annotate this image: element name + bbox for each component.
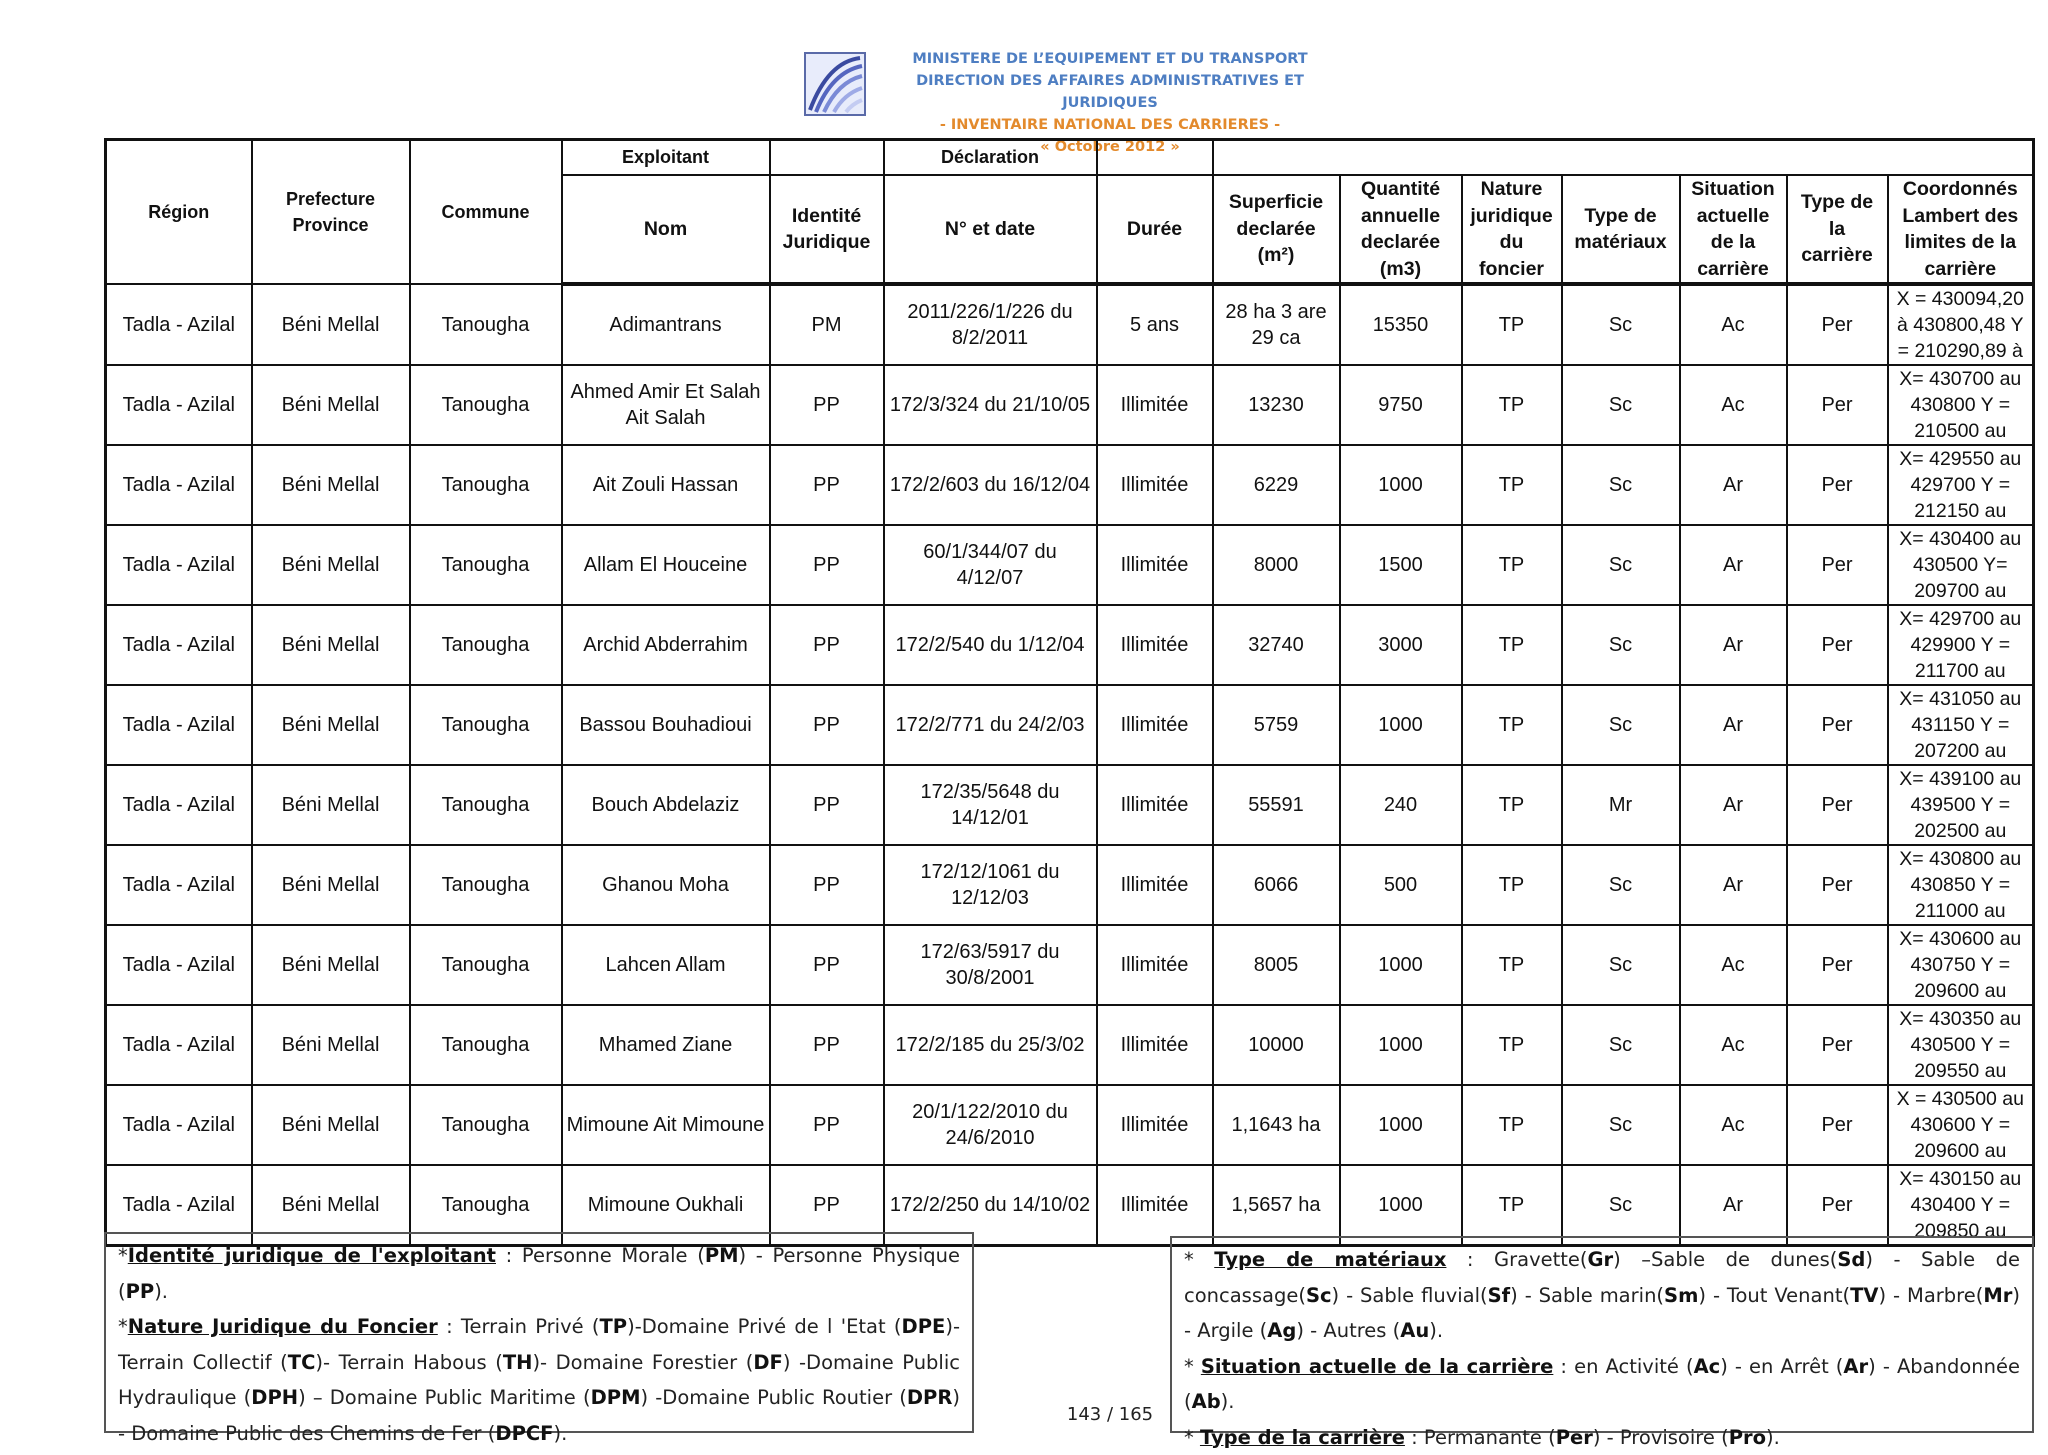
legend-text: : Terrain Privé ( — [438, 1315, 600, 1338]
legend-text: )- Terrain Collectif ( — [118, 1315, 960, 1374]
legend-text: ). — [1221, 1390, 1235, 1413]
cell-type-materiaux: Sc — [1562, 1005, 1680, 1085]
legend-type-carriere-items — [1405, 1426, 1780, 1449]
cell-duree: Illimitée — [1097, 925, 1213, 1005]
table-row — [106, 845, 2034, 925]
legend-right — [1170, 1236, 2034, 1433]
legend-text: ) - Sable de concassage( — [1184, 1248, 2020, 1307]
cell-numero: 172/12/1061 du 12/12/03 — [884, 845, 1097, 925]
cell-type-materiaux: Sc — [1562, 1165, 1680, 1246]
cell-commune: Tanougha — [410, 525, 562, 605]
cell-superficie: 32740 — [1213, 605, 1340, 685]
cell-region: Tadla - Azilal — [106, 525, 252, 605]
cell-superficie: 6066 — [1213, 845, 1340, 925]
legend-text: ) - Argile ( — [1184, 1284, 2020, 1343]
cell-type-carriere: Per — [1787, 525, 1888, 605]
cell-nature: TP — [1462, 925, 1562, 1005]
cell-type-carriere: Per — [1787, 765, 1888, 845]
cell-nom: Ait Zouli Hassan — [562, 445, 770, 525]
cell-type-materiaux: Sc — [1562, 605, 1680, 685]
legend-text: )- Terrain Habous ( — [315, 1351, 502, 1374]
cell-nature: TP — [1462, 845, 1562, 925]
cell-numero: 172/2/771 du 24/2/03 — [884, 685, 1097, 765]
cell-numero: 172/63/5917 du 30/8/2001 — [884, 925, 1097, 1005]
cell-commune: Tanougha — [410, 765, 562, 845]
cell-duree: Illimitée — [1097, 525, 1213, 605]
cell-nom: Allam El Houceine — [562, 525, 770, 605]
legend-abbr: PP — [126, 1280, 155, 1303]
cell-superficie: 1,1643 ha — [1213, 1085, 1340, 1165]
legend-text: ). — [154, 1280, 168, 1303]
cell-identite: PP — [770, 525, 884, 605]
cell-superficie: 28 ha 3 are 29 ca — [1213, 284, 1340, 365]
header-situation: Situation actuelle de la carrière — [1680, 175, 1787, 284]
cell-quantite: 1000 — [1340, 925, 1462, 1005]
cell-coordonnees — [1888, 1165, 2034, 1246]
cell-region: Tadla - Azilal — [106, 845, 252, 925]
cell-type-materiaux: Sc — [1562, 925, 1680, 1005]
legend-abbr: Sf — [1488, 1284, 1511, 1307]
cell-commune: Tanougha — [410, 365, 562, 445]
legend-text: ) –Sable de dunes( — [1613, 1248, 1837, 1271]
legend-text: ) -Domaine Public Routier ( — [640, 1386, 906, 1409]
cell-type-carriere: Per — [1787, 365, 1888, 445]
header-duree: Durée — [1097, 175, 1213, 284]
cell-identite: PP — [770, 925, 884, 1005]
legend-abbr: TV — [1850, 1284, 1878, 1307]
cell-nom: Mimoune Ait Mimoune — [562, 1085, 770, 1165]
legend-text: ) - Abandonnée ( — [1184, 1355, 2020, 1414]
legend-abbr: Mr — [1983, 1284, 2012, 1307]
cell-nom: Mimoune Oukhali — [562, 1165, 770, 1246]
table-row — [106, 765, 2034, 845]
cell-nom: Archid Abderrahim — [562, 605, 770, 685]
cell-nom: Ahmed Amir Et Salah Ait Salah — [562, 365, 770, 445]
cell-region: Tadla - Azilal — [106, 445, 252, 525]
cell-nom: Mhamed Ziane — [562, 1005, 770, 1085]
cell-region: Tadla - Azilal — [106, 1005, 252, 1085]
legend-text: ) - Autres ( — [1296, 1319, 1400, 1342]
cell-region: Tadla - Azilal — [106, 925, 252, 1005]
legend-text: ) – Domaine Public Maritime ( — [298, 1386, 591, 1409]
legend-text: : Personne Morale ( — [496, 1244, 705, 1267]
legend-abbr: Ag — [1267, 1319, 1296, 1342]
cell-type-carriere: Per — [1787, 605, 1888, 685]
cell-numero: 172/35/5648 du 14/12/01 — [884, 765, 1097, 845]
legend-text: ) - Domaine Public des Chemins de Fer ( — [118, 1386, 960, 1445]
cell-prefecture: Béni Mellal — [252, 765, 410, 845]
header-direction: DIRECTION DES AFFAIRES ADMINISTRATIVES ET JURIDIQUES — [880, 70, 1340, 114]
cell-nature: TP — [1462, 445, 1562, 525]
legend-abbr: Sd — [1837, 1248, 1865, 1271]
cell-superficie: 8005 — [1213, 925, 1340, 1005]
cell-identite: PP — [770, 1165, 884, 1246]
legend-text: : en Activité ( — [1553, 1355, 1693, 1378]
cell-quantite: 9750 — [1340, 365, 1462, 445]
header-commune: Commune — [410, 140, 562, 285]
legend-abbr: TH — [503, 1351, 533, 1374]
legend-text: ) - Personne Physique ( — [118, 1244, 960, 1303]
legend-situation-label: Situation actuelle de la carrière — [1201, 1355, 1554, 1378]
cell-nom: Bouch Abdelaziz — [562, 765, 770, 845]
cell-nature: TP — [1462, 685, 1562, 765]
legend-text: ) - en Arrêt ( — [1720, 1355, 1843, 1378]
cell-coordonnees — [1888, 925, 2034, 1005]
table-row — [106, 1005, 2034, 1085]
cell-superficie: 1,5657 ha — [1213, 1165, 1340, 1246]
coord-text: X= 429700 au 429900 Y = 211700 au — [1892, 606, 2030, 684]
cell-superficie: 5759 — [1213, 685, 1340, 765]
legend-abbr: Ac — [1694, 1355, 1721, 1378]
cell-nature: TP — [1462, 1165, 1562, 1246]
cell-numero: 60/1/344/07 du 4/12/07 — [884, 525, 1097, 605]
table-row — [106, 685, 2034, 765]
cell-nature: TP — [1462, 765, 1562, 845]
cell-identite: PP — [770, 685, 884, 765]
page-number: 143 / 165 — [1000, 1404, 1220, 1425]
coord-text: X= 430150 au 430400 Y = 209850 au — [1892, 1166, 2030, 1244]
header-nature: Nature juridique du foncier — [1462, 175, 1562, 284]
cell-quantite: 1000 — [1340, 1005, 1462, 1085]
cell-situation: Ar — [1680, 1165, 1787, 1246]
cell-identite: PM — [770, 284, 884, 365]
legend-nature: *Nature Juridique du Foncier : Terrain Privé (TP)-Domaine Privé de l 'Etat (DPE)- Terrain Collectif (TC)- Terrain Habous (TH)- Domaine Forestier (DF) -Domaine Public Hydraulique (DPH) – Domaine Public Maritime (DPM) -Domaine Public Routier (DPR) - Domaine Public des Chemins de Fer (DPCF). — [118, 1309, 960, 1451]
coord-text: X= 430700 au 430800 Y = 210500 au — [1892, 366, 2030, 444]
cell-type-materiaux: Sc — [1562, 1085, 1680, 1165]
cell-prefecture: Béni Mellal — [252, 1085, 410, 1165]
cell-region: Tadla - Azilal — [106, 365, 252, 445]
legend-type-carriere-label: Type de la carrière — [1200, 1426, 1405, 1449]
cell-superficie: 6229 — [1213, 445, 1340, 525]
legend-identite-label: Identité juridique de l'exploitant — [128, 1244, 496, 1267]
cell-quantite: 1500 — [1340, 525, 1462, 605]
cell-commune: Tanougha — [410, 1165, 562, 1246]
table-row — [106, 925, 2034, 1005]
cell-situation: Ar — [1680, 685, 1787, 765]
cell-superficie: 8000 — [1213, 525, 1340, 605]
coord-text: X= 439100 au 439500 Y = 202500 au — [1892, 766, 2030, 844]
cell-duree: Illimitée — [1097, 445, 1213, 525]
legend-text: ) - Marbre( — [1879, 1284, 1984, 1307]
header-group-blank — [1097, 140, 1213, 176]
cell-prefecture: Béni Mellal — [252, 284, 410, 365]
legend-text: ). — [1766, 1426, 1780, 1449]
cell-commune: Tanougha — [410, 1005, 562, 1085]
cell-quantite: 500 — [1340, 845, 1462, 925]
cell-quantite: 1000 — [1340, 685, 1462, 765]
legend-text: : Gravette( — [1446, 1248, 1587, 1271]
cell-nature: TP — [1462, 525, 1562, 605]
legend-text: ) -Domaine Public Hydraulique ( — [118, 1351, 960, 1410]
cell-duree: Illimitée — [1097, 845, 1213, 925]
cell-situation: Ar — [1680, 605, 1787, 685]
header-group-declaration: Déclaration — [884, 140, 1097, 176]
cell-coordonnees — [1888, 284, 2034, 365]
cell-prefecture: Béni Mellal — [252, 445, 410, 525]
cell-region: Tadla - Azilal — [106, 284, 252, 365]
cell-prefecture: Béni Mellal — [252, 1005, 410, 1085]
cell-coordonnees — [1888, 685, 2034, 765]
cell-commune: Tanougha — [410, 845, 562, 925]
cell-identite: PP — [770, 605, 884, 685]
legend-text: ) - Sable fluvial( — [1332, 1284, 1488, 1307]
legend-text: ). — [554, 1422, 568, 1445]
cell-numero: 172/2/540 du 1/12/04 — [884, 605, 1097, 685]
cell-numero: 172/2/603 du 16/12/04 — [884, 445, 1097, 525]
cell-identite: PP — [770, 445, 884, 525]
cell-nature: TP — [1462, 1005, 1562, 1085]
cell-type-carriere: Per — [1787, 1165, 1888, 1246]
header-ministry: MINISTERE DE L’EQUIPEMENT ET DU TRANSPORT — [880, 48, 1340, 70]
cell-commune: Tanougha — [410, 605, 562, 685]
legend-abbr: Gr — [1588, 1248, 1614, 1271]
cell-prefecture: Béni Mellal — [252, 1165, 410, 1246]
cell-commune: Tanougha — [410, 925, 562, 1005]
cell-numero: 172/2/185 du 25/3/02 — [884, 1005, 1097, 1085]
carrieres-table — [104, 138, 2035, 1247]
header-date: « Octobre 2012 » — [880, 136, 1340, 158]
cell-type-materiaux: Sc — [1562, 365, 1680, 445]
cell-type-materiaux: Sc — [1562, 845, 1680, 925]
legend-text: )- Domaine Forestier ( — [532, 1351, 753, 1374]
cell-coordonnees — [1888, 605, 2034, 685]
cell-duree: Illimitée — [1097, 1085, 1213, 1165]
legend-abbr: DPM — [591, 1386, 641, 1409]
legend-nature-label: Nature Juridique du Foncier — [128, 1315, 438, 1338]
cell-type-carriere: Per — [1787, 845, 1888, 925]
cell-situation: Ar — [1680, 445, 1787, 525]
cell-prefecture: Béni Mellal — [252, 525, 410, 605]
cell-nature: TP — [1462, 284, 1562, 365]
cell-duree: Illimitée — [1097, 765, 1213, 845]
legend-identite: *Identité juridique de l'exploitant : Personne Morale (PM) - Personne Physique (PP). — [118, 1238, 960, 1309]
header-inventory: - INVENTAIRE NATIONAL DES CARRIERES - — [880, 114, 1340, 136]
cell-duree: Illimitée — [1097, 685, 1213, 765]
cell-identite: PP — [770, 1085, 884, 1165]
cell-coordonnees — [1888, 1005, 2034, 1085]
cell-region: Tadla - Azilal — [106, 605, 252, 685]
cell-numero: 20/1/122/2010 du 24/6/2010 — [884, 1085, 1097, 1165]
cell-coordonnees — [1888, 845, 2034, 925]
header-group-blank — [770, 140, 884, 176]
cell-duree: Illimitée — [1097, 1005, 1213, 1085]
legend-abbr: Au — [1400, 1319, 1429, 1342]
header-type-carriere: Type de la carrière — [1787, 175, 1888, 284]
legend-left — [104, 1232, 974, 1433]
cell-nom: Ghanou Moha — [562, 845, 770, 925]
cell-commune: Tanougha — [410, 685, 562, 765]
cell-nom: Adimantrans — [562, 284, 770, 365]
cell-region: Tadla - Azilal — [106, 685, 252, 765]
cell-situation: Ar — [1680, 765, 1787, 845]
cell-type-carriere: Per — [1787, 925, 1888, 1005]
legend-text: ) - Provisoire ( — [1593, 1426, 1729, 1449]
cell-quantite: 15350 — [1340, 284, 1462, 365]
cell-situation: Ac — [1680, 365, 1787, 445]
cell-commune: Tanougha — [410, 1085, 562, 1165]
legend-text: : Permanante ( — [1405, 1426, 1556, 1449]
legend-text: ) - Sable marin( — [1510, 1284, 1664, 1307]
cell-type-materiaux: Mr — [1562, 765, 1680, 845]
cell-nature: TP — [1462, 605, 1562, 685]
cell-nature: TP — [1462, 365, 1562, 445]
legend-abbr: DPCF — [495, 1422, 553, 1445]
cell-identite: PP — [770, 1005, 884, 1085]
cell-situation: Ac — [1680, 1005, 1787, 1085]
cell-quantite: 3000 — [1340, 605, 1462, 685]
table-body — [106, 284, 2034, 1246]
ministry-logo-icon — [804, 52, 866, 116]
cell-duree: Illimitée — [1097, 605, 1213, 685]
legend-abbr: TC — [288, 1351, 316, 1374]
header-identite: Identité Juridique — [770, 175, 884, 284]
header-group-exploitant: Exploitant — [562, 140, 770, 176]
cell-quantite: 1000 — [1340, 1165, 1462, 1246]
legend-abbr: PM — [705, 1244, 739, 1267]
cell-situation: Ar — [1680, 845, 1787, 925]
cell-numero: 172/2/250 du 14/10/02 — [884, 1165, 1097, 1246]
coord-text: X= 429550 au 429700 Y = 212150 au — [1892, 446, 2030, 524]
cell-type-materiaux: Sc — [1562, 284, 1680, 365]
legend-text: ) - Tout Venant( — [1698, 1284, 1850, 1307]
table-row — [106, 445, 2034, 525]
coord-text: X= 430350 au 430500 Y = 209550 au — [1892, 1006, 2030, 1084]
legend-text: )-Domaine Privé de l 'Etat ( — [627, 1315, 901, 1338]
legend-abbr: Pro — [1729, 1426, 1766, 1449]
header-group-blank — [1213, 140, 2034, 176]
legend-abbr: DF — [753, 1351, 783, 1374]
coord-text: X= 430400 au 430500 Y= 209700 au — [1892, 526, 2030, 604]
header-nom: Nom — [562, 175, 770, 284]
cell-coordonnees — [1888, 1085, 2034, 1165]
coord-text: X= 430600 au 430750 Y = 209600 au — [1892, 926, 2030, 1004]
legend-abbr: Ar — [1843, 1355, 1868, 1378]
cell-coordonnees — [1888, 365, 2034, 445]
cell-prefecture: Béni Mellal — [252, 605, 410, 685]
legend-abbr: Sc — [1306, 1284, 1332, 1307]
cell-identite: PP — [770, 765, 884, 845]
cell-superficie: 13230 — [1213, 365, 1340, 445]
table-group-header-row — [106, 140, 2034, 176]
cell-region: Tadla - Azilal — [106, 765, 252, 845]
header-coordonnees: Coordonnés Lambert des limites de la carrière — [1888, 175, 2034, 284]
legend-abbr: Ab — [1192, 1390, 1221, 1413]
cell-situation: Ac — [1680, 1085, 1787, 1165]
cell-identite: PP — [770, 845, 884, 925]
legend-abbr: DPE — [902, 1315, 946, 1338]
header-numero: N° et date — [884, 175, 1097, 284]
cell-numero: 2011/226/1/226 du 8/2/2011 — [884, 284, 1097, 365]
cell-situation: Ac — [1680, 925, 1787, 1005]
cell-duree: Illimitée — [1097, 365, 1213, 445]
cell-identite: PP — [770, 365, 884, 445]
legend-abbr: DPR — [907, 1386, 953, 1409]
cell-type-carriere: Per — [1787, 685, 1888, 765]
cell-quantite: 1000 — [1340, 1085, 1462, 1165]
cell-commune: Tanougha — [410, 445, 562, 525]
header-type-materiaux: Type de matériaux — [1562, 175, 1680, 284]
table-row — [106, 605, 2034, 685]
legend-abbr: TP — [600, 1315, 628, 1338]
cell-quantite: 240 — [1340, 765, 1462, 845]
cell-duree: 5 ans — [1097, 284, 1213, 365]
cell-type-carriere: Per — [1787, 445, 1888, 525]
cell-commune: Tanougha — [410, 284, 562, 365]
legend-materiaux: * Type de matériaux : Gravette(Gr) –Sable de dunes(Sd) - Sable de concassage(Sc) - Sable fluvial(Sf) - Sable marin(Sm) - Tout Venant(TV) - Marbre(Mr) - Argile (Ag) - Autres (Au). — [1184, 1242, 2020, 1349]
cell-region: Tadla - Azilal — [106, 1165, 252, 1246]
cell-type-materiaux: Sc — [1562, 445, 1680, 525]
cell-coordonnees — [1888, 525, 2034, 605]
cell-type-materiaux: Sc — [1562, 685, 1680, 765]
cell-quantite: 1000 — [1340, 445, 1462, 525]
legend-situation: * Situation actuelle de la carrière : en Activité (Ac) - en Arrêt (Ar) - Abandonnée (Ab). — [1184, 1349, 2020, 1420]
cell-prefecture: Béni Mellal — [252, 925, 410, 1005]
header-quantite: Quantité annuelle declarée (m3) — [1340, 175, 1462, 284]
cell-coordonnees — [1888, 445, 2034, 525]
cell-superficie: 10000 — [1213, 1005, 1340, 1085]
coord-text: X = 430094,20 à 430800,48 Y = 210290,89 à — [1892, 286, 2030, 364]
coord-text: X = 430500 au 430600 Y = 209600 au — [1892, 1086, 2030, 1164]
header-superficie: Superficie declarée (m²) — [1213, 175, 1340, 284]
cell-type-carriere: Per — [1787, 284, 1888, 365]
document-header — [0, 44, 2048, 144]
cell-type-carriere: Per — [1787, 1005, 1888, 1085]
table-row — [106, 284, 2034, 365]
cell-type-carriere: Per — [1787, 1085, 1888, 1165]
table-row — [106, 365, 2034, 445]
cell-prefecture: Béni Mellal — [252, 845, 410, 925]
header-region: Région — [106, 140, 252, 285]
cell-nom: Bassou Bouhadioui — [562, 685, 770, 765]
legend-abbr: DPH — [251, 1386, 298, 1409]
cell-situation: Ac — [1680, 284, 1787, 365]
header-prefecture: Prefecture Province — [252, 140, 410, 285]
cell-superficie: 55591 — [1213, 765, 1340, 845]
legend-text: ). — [1429, 1319, 1443, 1342]
cell-coordonnees — [1888, 765, 2034, 845]
cell-numero: 172/3/324 du 21/10/05 — [884, 365, 1097, 445]
cell-situation: Ar — [1680, 525, 1787, 605]
table-row — [106, 1085, 2034, 1165]
cell-nature: TP — [1462, 1085, 1562, 1165]
legend-abbr: Per — [1556, 1426, 1593, 1449]
coord-text: X= 430800 au 430850 Y = 211000 au — [1892, 846, 2030, 924]
legend-type-carriere: * Type de la carrière : Permanante (Per) - Provisoire (Pro). — [1184, 1420, 2020, 1455]
cell-nom: Lahcen Allam — [562, 925, 770, 1005]
cell-prefecture: Béni Mellal — [252, 365, 410, 445]
cell-region: Tadla - Azilal — [106, 1085, 252, 1165]
coord-text: X= 431050 au 431150 Y = 207200 au — [1892, 686, 2030, 764]
cell-duree: Illimitée — [1097, 1165, 1213, 1246]
table-row — [106, 525, 2034, 605]
legend-materiaux-label: Type de matériaux — [1214, 1248, 1446, 1271]
cell-type-materiaux: Sc — [1562, 525, 1680, 605]
cell-prefecture: Béni Mellal — [252, 685, 410, 765]
legend-abbr: Sm — [1664, 1284, 1698, 1307]
